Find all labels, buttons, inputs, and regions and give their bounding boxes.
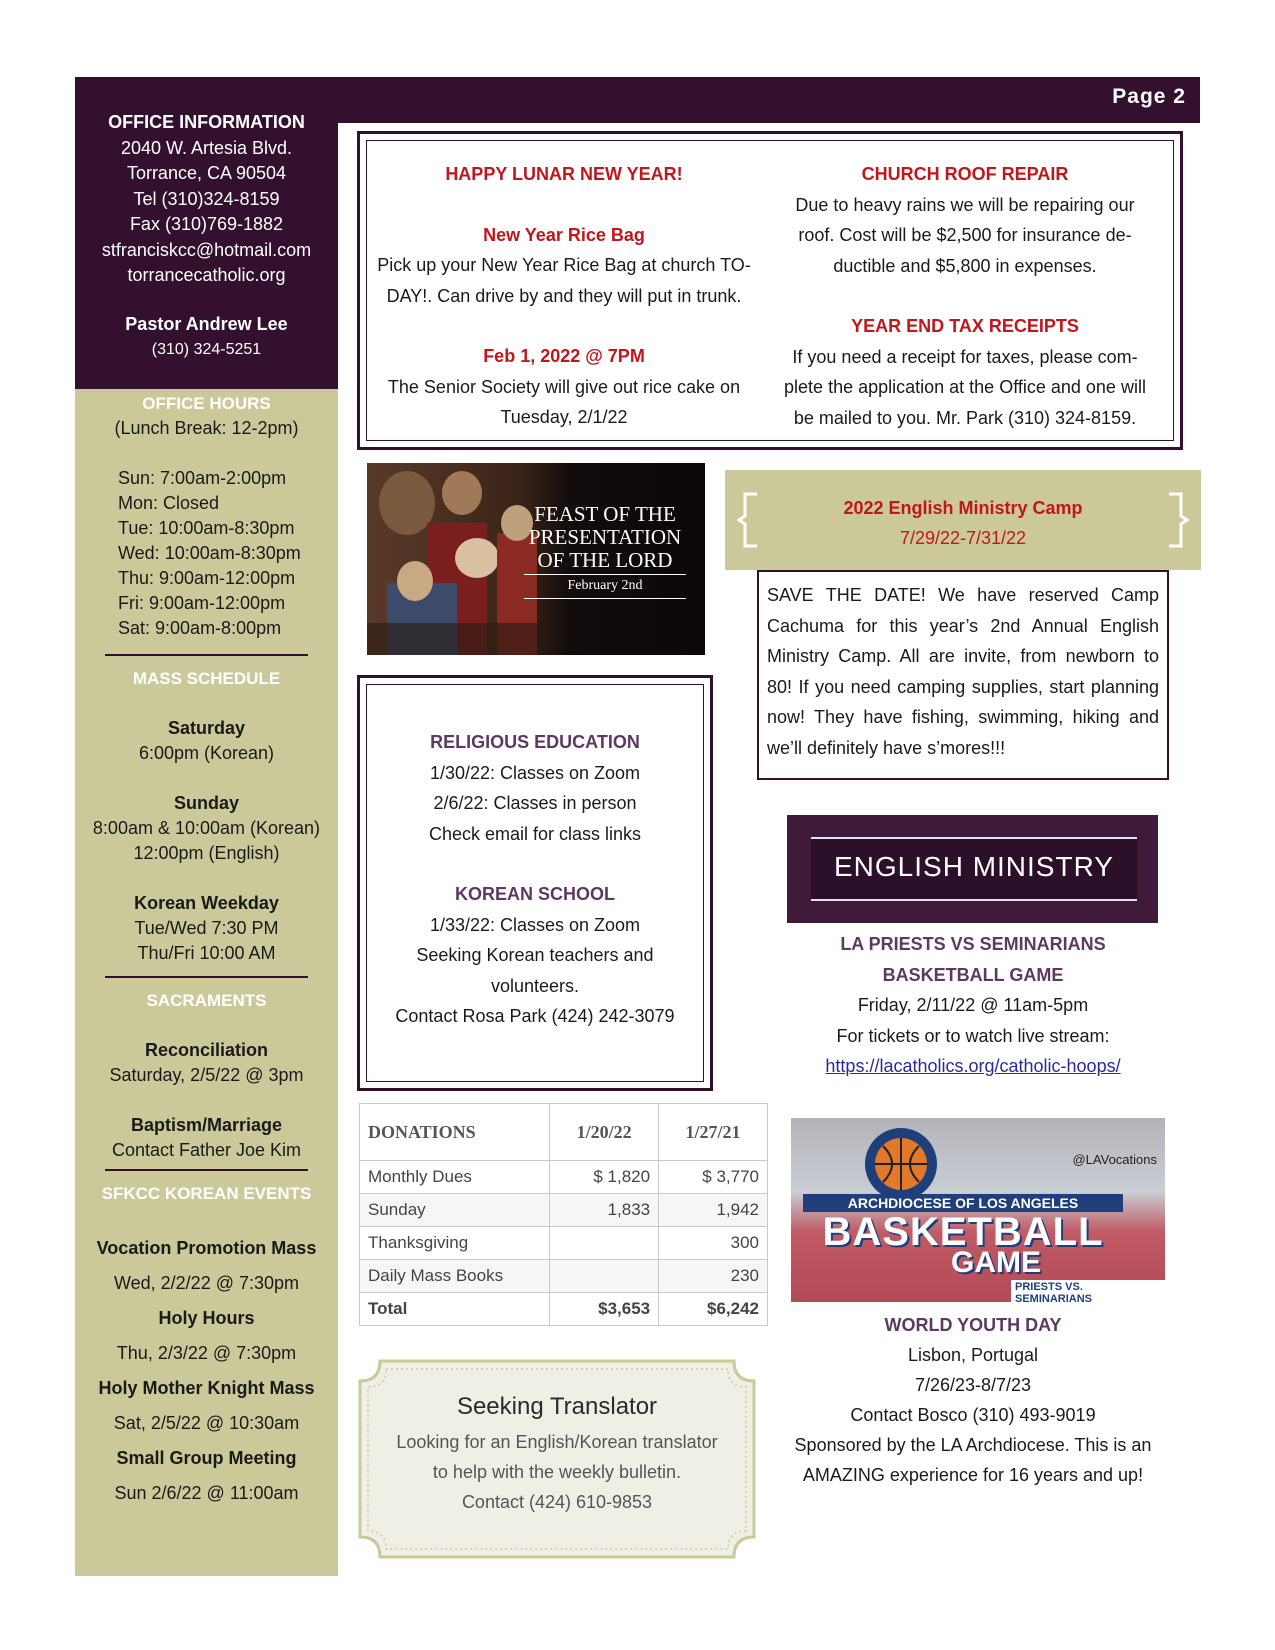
feast-rule bbox=[524, 598, 686, 599]
announcements-box bbox=[357, 131, 1183, 450]
mass-sunday-2: 12:00pm (English) bbox=[133, 843, 280, 863]
event-time: Thu, 2/3/22 @ 7:30pm bbox=[116, 1343, 297, 1363]
sacraments-title: SACRAMENTS bbox=[146, 991, 267, 1010]
rice-bag-text-2: DAY!. Can drive by and they will put in trunk. bbox=[386, 285, 742, 306]
feb1-text-1: The Senior Society will give out rice cake on bbox=[387, 376, 741, 397]
camp-title: 2022 English Ministry Camp bbox=[843, 498, 1083, 518]
hours-fri: Fri: 9:00am-12:00pm bbox=[118, 593, 286, 613]
tax-text-3: be mailed to you. Mr. Park (310) 324-8159. bbox=[793, 407, 1137, 428]
office-hours-title: OFFICE HOURS bbox=[142, 394, 271, 413]
divider bbox=[105, 654, 308, 656]
wyd-line-5: AMAZING experience for 16 years and up! bbox=[802, 1465, 1144, 1485]
right-bracket-icon bbox=[1167, 492, 1189, 548]
table-row bbox=[360, 1227, 768, 1260]
wyd-line-1: Lisbon, Portugal bbox=[907, 1345, 1039, 1365]
roof-text-3: ductible and $5,800 in expenses. bbox=[833, 255, 1097, 276]
roof-text-1: Due to heavy rains we will be repairing our bbox=[795, 194, 1135, 215]
roof-repair-heading: CHURCH ROOF REPAIR bbox=[861, 164, 1069, 184]
sidebar-schedule bbox=[75, 389, 338, 1576]
mass-saturday: 6:00pm (Korean) bbox=[138, 743, 275, 763]
col-header-date-2: 1/27/21 bbox=[659, 1104, 768, 1161]
wyd-heading: WORLD YOUTH DAY bbox=[884, 1315, 1062, 1335]
ad-tag-left: PRIESTS bbox=[1015, 1281, 1063, 1293]
religious-line-2: 2/6/22: Classes in person bbox=[433, 793, 637, 813]
office-email[interactable]: stfranciskcc@hotmail.com bbox=[101, 239, 312, 260]
mass-sunday-1: 8:00am & 10:00am (Korean) bbox=[92, 818, 321, 838]
mass-schedule-title: MASS SCHEDULE bbox=[132, 669, 281, 688]
table-cell: $6,242 bbox=[659, 1293, 768, 1326]
religious-line-1: 1/30/22: Classes on Zoom bbox=[429, 762, 641, 783]
table-cell: $ 3,770 bbox=[659, 1161, 768, 1194]
baptism-heading: Baptism/Marriage bbox=[130, 1115, 283, 1135]
office-address-2: Torrance, CA 90504 bbox=[126, 163, 287, 183]
religious-ed-heading: RELIGIOUS EDUCATION bbox=[430, 732, 640, 752]
translator-line-2: to help with the weekly bulletin. bbox=[432, 1462, 682, 1482]
mass-weekday-1: Tue/Wed 7:30 PM bbox=[134, 918, 279, 938]
office-address-1: 2040 W. Artesia Blvd. bbox=[120, 137, 293, 158]
office-hours-list bbox=[75, 466, 338, 641]
tax-receipts-heading: YEAR END TAX RECEIPTS bbox=[851, 316, 1079, 336]
office-info-title: OFFICE INFORMATION bbox=[108, 112, 305, 132]
world-youth-day bbox=[767, 1310, 1179, 1490]
feb1-text-2: Tuesday, 2/1/22 bbox=[500, 407, 628, 427]
event-time: Sun 2/6/22 @ 11:00am bbox=[114, 1483, 299, 1503]
korean-line-3: volunteers. bbox=[490, 975, 580, 996]
feast-presentation-image bbox=[367, 463, 705, 655]
basketball-icon bbox=[861, 1124, 941, 1204]
table-cell: Sunday bbox=[360, 1194, 550, 1227]
ad-tag-vs: VS. bbox=[1065, 1281, 1083, 1293]
announcements-left-column bbox=[373, 159, 755, 433]
event-name: Holy Hours bbox=[158, 1308, 255, 1328]
feb1-heading: Feb 1, 2022 @ 7PM bbox=[483, 346, 645, 366]
ad-line-2: BASKETBALL bbox=[822, 1210, 1104, 1254]
table-row bbox=[360, 1161, 768, 1194]
event-time: Sat, 2/5/22 @ 10:30am bbox=[113, 1413, 300, 1433]
table-cell: 1,833 bbox=[550, 1194, 659, 1227]
roof-text-2: roof. Cost will be $2,500 for insurance de- bbox=[798, 225, 1132, 245]
pastor-name: Pastor Andrew Lee bbox=[125, 313, 288, 334]
wyd-line-4: Sponsored by the LA Archdiocese. This is an bbox=[794, 1435, 1152, 1455]
table-cell: 1,942 bbox=[659, 1194, 768, 1227]
game-heading-1: LA PRIESTS VS SEMINARIANS bbox=[840, 934, 1106, 954]
translator-title: Seeking Translator bbox=[456, 1393, 658, 1420]
page-number: Page 2 bbox=[1112, 85, 1186, 108]
divider bbox=[105, 976, 308, 978]
feast-date: February 2nd bbox=[567, 578, 643, 593]
camp-description: SAVE THE DATE! We have reserved Camp Cachuma for this year’s 2nd Annual English Ministry Camp. All are invite, from newborn to 80! If you need camping supplies, start planning now! They have fishing, swimming, hiking and we’ll definitely have s’mores!!! bbox=[757, 570, 1169, 780]
table-cell: Monthly Dues bbox=[360, 1161, 550, 1194]
feast-line-1: FEAST OF THE bbox=[534, 502, 676, 526]
table-cell: $3,653 bbox=[550, 1293, 659, 1326]
hours-wed: Wed: 10:00am-8:30pm bbox=[118, 543, 301, 563]
ad-tag bbox=[1011, 1280, 1165, 1302]
translator-line-1: Looking for an English/Korean translator bbox=[396, 1432, 718, 1452]
korean-events-title: SFKCC KOREAN EVENTS bbox=[101, 1184, 312, 1203]
feast-title bbox=[515, 503, 695, 599]
game-date: Friday, 2/11/22 @ 11am-5pm bbox=[857, 995, 1089, 1015]
game-heading-2: BASKETBALL GAME bbox=[882, 964, 1064, 985]
pastor-phone: (310) 324-5251 bbox=[151, 341, 262, 358]
feast-line-3: OF THE LORD bbox=[537, 548, 673, 572]
ad-tag-right: SEMINARIANS bbox=[1015, 1293, 1093, 1302]
hours-sat: Sat: 9:00am-8:00pm bbox=[118, 618, 282, 638]
reconciliation-heading: Reconciliation bbox=[144, 1040, 269, 1060]
reconciliation-time: Saturday, 2/5/22 @ 3pm bbox=[109, 1065, 304, 1085]
translator-line-3: Contact (424) 610-9853 bbox=[461, 1492, 653, 1512]
camp-header bbox=[725, 470, 1201, 570]
game-tickets: For tickets or to watch live stream: bbox=[836, 1025, 1110, 1046]
wyd-line-3: Contact Bosco (310) 493-9019 bbox=[850, 1405, 1096, 1425]
korean-line-1: 1/33/22: Classes on Zoom bbox=[429, 914, 641, 935]
table-cell: $ 1,820 bbox=[550, 1161, 659, 1194]
ad-handle: @LAVocations bbox=[1072, 1152, 1157, 1167]
hours-mon: Mon: Closed bbox=[118, 493, 220, 513]
korean-line-2: Seeking Korean teachers and bbox=[416, 945, 654, 965]
announcements-right-column bbox=[763, 159, 1167, 433]
table-cell: 230 bbox=[659, 1260, 768, 1293]
ad-line-3: GAME bbox=[951, 1246, 1041, 1279]
col-header-donations: DONATIONS bbox=[360, 1104, 550, 1161]
tax-text-1: If you need a receipt for taxes, please com- bbox=[792, 346, 1138, 367]
table-cell bbox=[550, 1227, 659, 1260]
mass-sunday-heading: Sunday bbox=[173, 793, 239, 813]
event-name: Vocation Promotion Mass bbox=[96, 1238, 317, 1258]
korean-line-4: Contact Rosa Park (424) 242-3079 bbox=[395, 1006, 675, 1026]
ad-line-1: ARCHDIOCESE OF LOS ANGELES bbox=[803, 1194, 1123, 1212]
mass-saturday-heading: Saturday bbox=[167, 718, 246, 738]
baptism-contact: Contact Father Joe Kim bbox=[111, 1140, 302, 1160]
table-cell: 300 bbox=[659, 1227, 768, 1260]
divider bbox=[105, 1169, 308, 1171]
mass-weekday-heading: Korean Weekday bbox=[134, 893, 279, 913]
religious-line-3: Check email for class links bbox=[428, 823, 642, 844]
event-name: Small Group Meeting bbox=[116, 1448, 297, 1468]
table-row bbox=[360, 1260, 768, 1293]
donations-table bbox=[359, 1103, 768, 1326]
lunch-break: (Lunch Break: 12-2pm) bbox=[114, 418, 299, 438]
rice-bag-text-1: Pick up your New Year Rice Bag at church TO- bbox=[377, 255, 751, 275]
office-tel: Tel (310)324-8159 bbox=[133, 188, 280, 209]
game-link[interactable]: https://lacatholics.org/catholic-hoops/ bbox=[825, 1056, 1121, 1076]
rice-bag-heading: New Year Rice Bag bbox=[483, 224, 645, 245]
english-ministry-title: ENGLISH MINISTRY bbox=[834, 851, 1114, 882]
feast-line-2: PRESENTATION bbox=[528, 525, 682, 549]
wyd-line-2: 7/26/23-8/7/23 bbox=[914, 1375, 1032, 1395]
hours-sun: Sun: 7:00am-2:00pm bbox=[118, 468, 287, 488]
table-row bbox=[360, 1194, 768, 1227]
translator-text bbox=[356, 1393, 758, 1517]
mass-weekday-2: Thu/Fri 10:00 AM bbox=[137, 943, 276, 963]
table-header-row bbox=[360, 1104, 768, 1161]
religious-education-box bbox=[357, 675, 713, 1091]
table-cell bbox=[550, 1260, 659, 1293]
event-time: Wed, 2/2/22 @ 7:30pm bbox=[113, 1273, 300, 1293]
sidebar-office-info bbox=[75, 77, 338, 389]
table-cell: Thanksgiving bbox=[360, 1227, 550, 1260]
col-header-date-1: 1/20/22 bbox=[550, 1104, 659, 1161]
english-ministry-banner bbox=[787, 815, 1158, 923]
korean-school-heading: KOREAN SCHOOL bbox=[454, 884, 615, 904]
camp-dates: 7/29/22-7/31/22 bbox=[899, 528, 1027, 548]
basketball-game-info bbox=[767, 929, 1179, 1082]
table-cell: Total bbox=[360, 1293, 550, 1326]
event-name: Holy Mother Knight Mass bbox=[98, 1378, 315, 1398]
office-fax: Fax (310)769-1882 bbox=[129, 214, 284, 234]
tax-text-2: plete the application at the Office and one will bbox=[784, 377, 1146, 397]
basketball-ad-image bbox=[791, 1118, 1165, 1302]
office-website[interactable]: torrancecatholic.org bbox=[127, 265, 286, 285]
table-total-row bbox=[360, 1293, 768, 1326]
lunar-new-year-heading: HAPPY LUNAR NEW YEAR! bbox=[445, 164, 683, 184]
table-cell: Daily Mass Books bbox=[360, 1260, 550, 1293]
hours-tue: Tue: 10:00am-8:30pm bbox=[118, 518, 295, 538]
hours-thu: Thu: 9:00am-12:00pm bbox=[118, 568, 296, 588]
left-bracket-icon bbox=[737, 492, 759, 548]
feast-rule bbox=[524, 574, 686, 575]
